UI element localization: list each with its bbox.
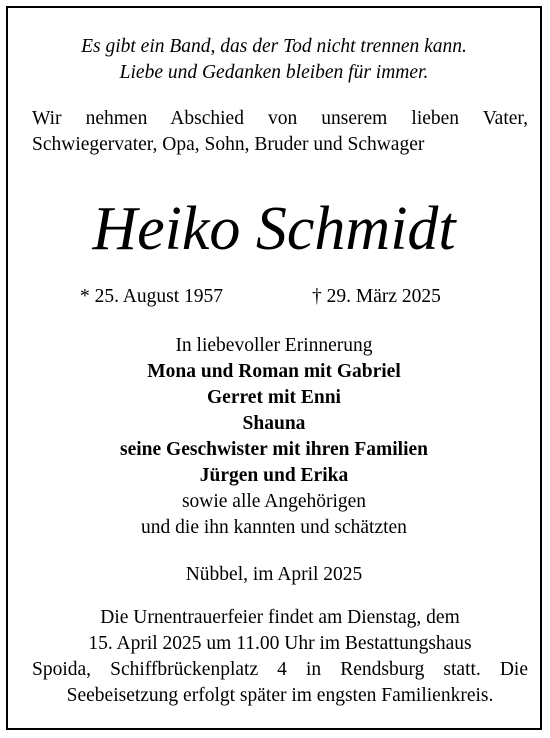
mourner-name: Gerret mit Enni — [207, 387, 341, 408]
place-date: Nübbel, im April 2025 — [185, 564, 363, 585]
death-date: † 29. März 2025 — [312, 286, 441, 307]
quote-line-1: Es gibt ein Band, das der Tod nicht trennen kann. — [81, 36, 467, 57]
mourner-name: Jürgen und Erika — [199, 465, 349, 486]
mourner-name: Shauna — [242, 413, 306, 434]
quote-line-2: Liebe und Gedanken bleiben für immer. — [119, 62, 429, 83]
intro-text — [32, 106, 528, 158]
service-info — [32, 605, 528, 709]
deceased-name: Heiko Schmidt — [92, 195, 456, 263]
obituary-notice — [6, 6, 542, 730]
mourner-name: Mona und Roman mit Gabriel — [147, 361, 401, 382]
intro-line-2: Schwiegervater, Opa, Sohn, Bruder und Schwager — [32, 134, 425, 155]
friends-line: und die ihn kannten und schätzten — [141, 517, 407, 538]
service-line: Die Urnentrauerfeier findet am Dienstag, dem — [100, 607, 460, 628]
intro-line-1: Wir nehmen Abschied von unserem lieben Vater, — [32, 108, 528, 129]
relatives-line: sowie alle Angehörigen — [181, 491, 367, 512]
service-line: 15. April 2025 um 11.00 Uhr im Bestattungshaus — [88, 633, 472, 654]
birth-date: * 25. August 1957 — [80, 286, 224, 307]
mourner-name: seine Geschwister mit ihren Familien — [120, 439, 428, 460]
service-line: Spoida, Schiffbrückenplatz 4 in Rendsburg statt. Die — [32, 659, 528, 680]
service-line: Seebeisetzung erfolgt später im engsten Familienkreis. — [66, 685, 494, 706]
mourners-heading: In liebevoller Erinnerung — [175, 335, 373, 356]
